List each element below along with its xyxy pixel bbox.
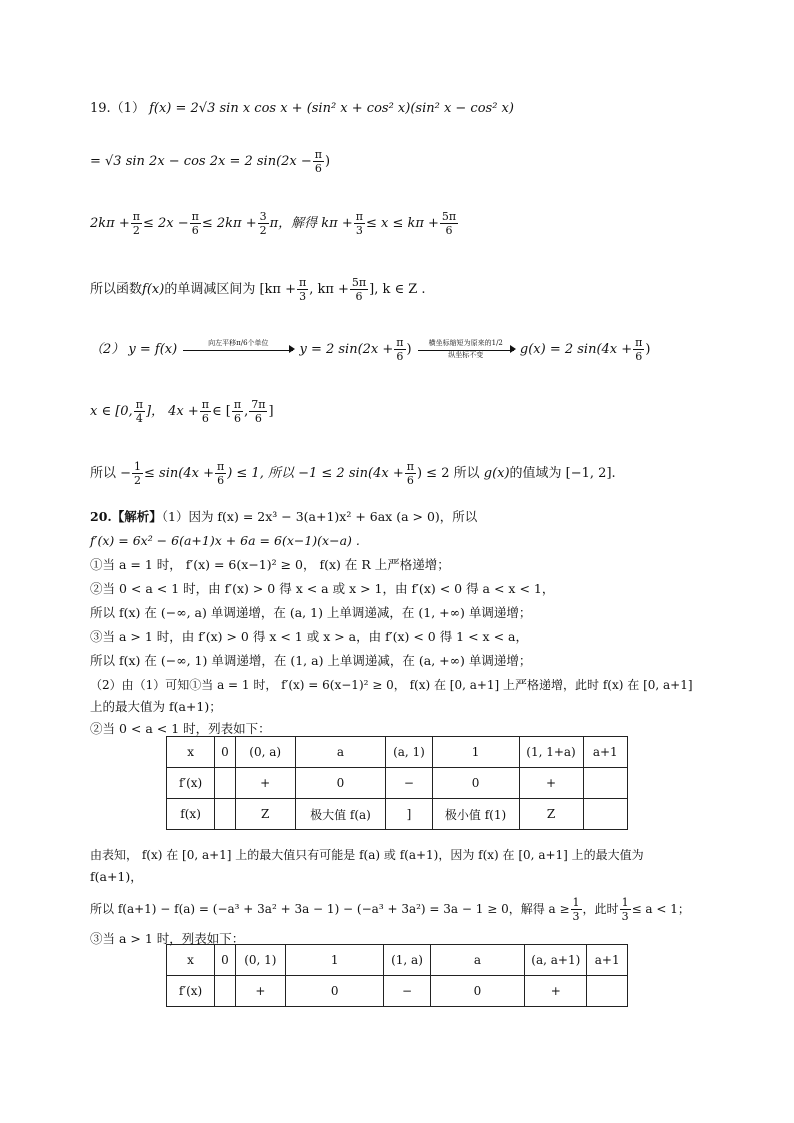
q20-line-8: （2）由（1）可知①当 a = 1 时， f′(x) = 6(x−1)² ≥ 0， f(x) 在 [0, a+1] 上严格递增，此时 f(x) 在 [0, a+1] [90,678,693,692]
q20-line-3: ①当 a = 1 时， f′(x) = 6(x−1)² ≥ 0， f(x) 在 R 上严格递增； [90,557,450,572]
table-row: f(x) Z 极大值 f(a) ] 极小值 f(1) Z [167,799,628,830]
q19-line-7: 所以 − $\frac{1}{2}$ ≤ sin(4x + $\frac{\pi}{6}$ ) ≤ 1, 所以 −1 ≤ 2 sin(4x + $\frac{\pi}{6}$ ) ≤ 2 所以 g(x)的值域为 [−1, 2]. [90,460,616,487]
q20-line-14: ③当 a > 1 时，列表如下： [90,931,245,946]
transform-arrow-1: 向左平移π/6个单位 [183,339,293,360]
q20-line-4: ②当 0 < a < 1 时，由 f′(x) > 0 得 x < a 或 x > 1，由 f′(x) < 0 得 a < x < 1， [90,581,555,596]
q20-heading: 20.【解析】 [90,509,162,524]
q19-line-1 [90,100,514,118]
q20-line-5: 所以 f(x) 在 (−∞, a) 单调递增，在 (a, 1) 上单调递减，在 (1, +∞) 单调递增； [90,605,532,620]
q20-line-9: 上的最大值为 f(a+1)； [90,699,222,714]
q19-line-5: （2） y = f(x) 向左平移π/6个单位 y = 2 sin(2x + $\frac{\pi}{6}$ ) 横坐标缩短为原来的1/2 纵坐标不变 g(x) = 2 sin(4x + $\frac{\pi}{6}$ ) [90,336,651,363]
q20-line-7: 所以 f(x) 在 (−∞, 1) 单调递增，在 (1, a) 上单调递减，在 (a, +∞) 单调递增； [90,653,532,668]
transform-arrow-2: 横坐标缩短为原来的1/2 纵坐标不变 [418,339,514,360]
q19-line-2: = √3 sin 2x − cos 2x = 2 sin(2x − $\frac{\pi}{6}$ ) [90,148,331,175]
q19-line-4: 所以函数f(x)的单调减区间为 [kπ + $\frac{\pi}{3}$ , kπ + $\frac{5\pi}{6}$ ], k ∈ Z . [90,276,426,303]
q20-line-6: ③当 a > 1 时，由 f′(x) > 0 得 x < 1 或 x > a，由 f′(x) < 0 得 1 < x < a， [90,629,528,644]
fraction: $\frac{\pi}{6}$ [314,148,323,175]
q19-number: 19.（1） [90,101,145,116]
q20-line-11: 由表知， f(x) 在 [0, a+1] 上的最大值只有可能是 f(a) 或 f(a+1)，因为 f(x) 在 [0, a+1] 上的最大值为 [90,848,644,862]
q20-line-12: f(a+1)， [90,869,143,884]
q20-line-10: ②当 0 < a < 1 时，列表如下： [90,721,271,736]
q20-line-2: f′(x) = 6x² − 6(a+1)x + 6a = 6(x−1)(x−a) . [90,533,360,548]
q19-line-3: 2kπ + $\frac{\pi}{2}$ ≤ 2x − $\frac{\pi}{6}$ ≤ 2kπ + $\frac{3}{2}$ π，解得 kπ + $\frac{\pi}{3}$ ≤ x ≤ kπ + $\frac{5\pi}{6}$ [90,210,457,237]
q20-line-1: 20.【解析】（1）因为 f(x) = 2x³ − 3(a+1)x² + 6ax (a > 0)，所以 [90,509,478,524]
table-case-2 [166,736,628,830]
q19-expression: f(x) = 2√3 sin x cos x + (sin² x + cos² x)(sin² x − cos² x) [149,101,514,116]
q20-line-13: 所以 f(a+1) − f(a) = (−a³ + 3a² + 3a − 1) − (−a³ + 3a²) = 3a − 1 ≥ 0，解得 a ≥ $\frac{1}{3}$ ，此时 $\frac{1}{3}$ ≤ a < 1； [90,896,690,923]
table-row: x 0 (0, a) a (a, 1) 1 (1, 1+a) a+1 [167,737,628,768]
table-row: f′(x) + 0 − 0 + [167,976,628,1007]
q19-line-6: x ∈ [0, $\frac{\pi}{4}$ ]， 4x + $\frac{\pi}{6}$ ∈ [ $\frac{\pi}{6}$ , $\frac{7\pi}{6}$ ] [90,398,274,425]
table-row: x 0 (0, 1) 1 (1, a) a (a, a+1) a+1 [167,945,628,976]
table-case-3 [166,944,628,1007]
table-row: f′(x) + 0 − 0 + [167,768,628,799]
